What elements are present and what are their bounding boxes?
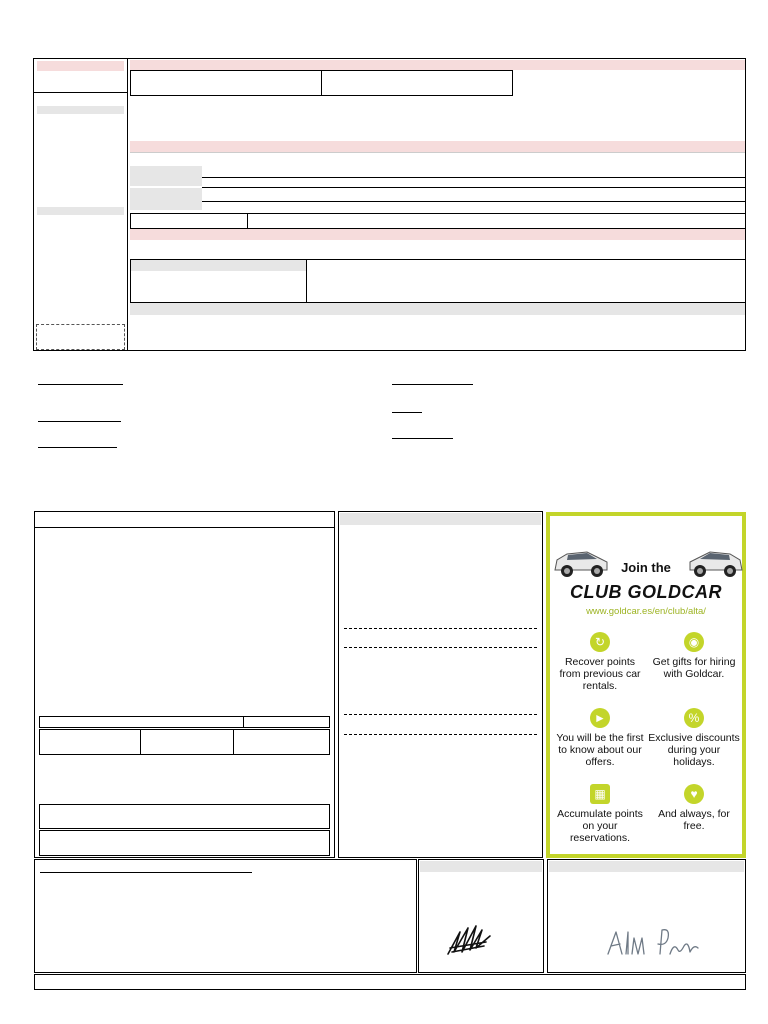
- declaration-underline: [40, 872, 252, 873]
- ad-url-link[interactable]: www.goldcar.es/en/club/alta/: [586, 606, 706, 617]
- left-label-2: [37, 207, 124, 215]
- benefit-text-4: Exclusive discounts during your holidays.: [648, 732, 740, 768]
- footer-strip: [34, 974, 746, 990]
- table-header-cell-1: [39, 716, 244, 728]
- field-line-3[interactable]: [202, 201, 745, 202]
- field-box-7[interactable]: [39, 804, 330, 829]
- gift-icon: ▦: [590, 784, 610, 804]
- stamp-area: [36, 324, 125, 350]
- benefit-text-5: Accumulate points on your reservations.: [557, 808, 643, 844]
- bottom-middle-box: [338, 511, 543, 858]
- field-box-4[interactable]: [247, 213, 746, 229]
- field-box-5[interactable]: [130, 259, 307, 303]
- dotted-line-2[interactable]: [344, 647, 537, 648]
- field-label-1: [130, 166, 202, 186]
- benefit-text-3: You will be the first to know about our offers.: [556, 732, 644, 768]
- underline-5: [392, 412, 422, 413]
- signature-box-2-header: [549, 861, 744, 872]
- benefit-text-6: And always, for free.: [658, 808, 730, 832]
- field-line-2[interactable]: [202, 187, 745, 188]
- bottom-left-header-rule: [35, 527, 334, 528]
- left-column-rule: [33, 92, 127, 93]
- benefit-text-1: Recover points from previous car rentals.: [559, 656, 641, 692]
- table-cell-2[interactable]: [140, 729, 234, 755]
- field-box-1[interactable]: [130, 70, 322, 96]
- section-header-1: [130, 60, 745, 70]
- dotted-line-4[interactable]: [344, 734, 537, 735]
- dotted-line-3[interactable]: [344, 714, 537, 715]
- signature-1-image: [446, 918, 492, 958]
- left-label-1: [37, 106, 124, 114]
- benefit-text-2: Get gifts for hiring with Goldcar.: [652, 656, 736, 680]
- field-box-3[interactable]: [130, 213, 248, 229]
- underline-1: [38, 384, 123, 385]
- section-footer-band: [130, 303, 745, 315]
- signature-box-1-header: [420, 861, 542, 872]
- declaration-box: [34, 859, 417, 973]
- underline-4: [392, 384, 473, 385]
- discount-badge-icon: %: [684, 708, 704, 728]
- section-header-3: [130, 229, 745, 240]
- field-box-6[interactable]: [306, 259, 746, 303]
- section-header-2: [130, 141, 745, 152]
- underline-2: [38, 421, 121, 422]
- bottom-middle-header: [340, 513, 541, 525]
- club-goldcar-ad[interactable]: [546, 512, 746, 858]
- underline-3: [38, 447, 117, 448]
- heart-hand-icon: ♥: [684, 784, 704, 804]
- dotted-line-1[interactable]: [344, 628, 537, 629]
- megaphone-icon: ►: [590, 708, 610, 728]
- ad-brand-title: CLUB GOLDCAR: [570, 582, 722, 602]
- left-column-header: [37, 61, 124, 71]
- signature-2-image: [604, 924, 700, 958]
- field-line-1[interactable]: [202, 177, 745, 178]
- section-2-rule: [130, 152, 745, 153]
- table-cell-3[interactable]: [233, 729, 330, 755]
- ad-join-text: Join the: [621, 560, 671, 575]
- piggy-bank-icon: ◉: [684, 632, 704, 652]
- field-box-2[interactable]: [321, 70, 513, 96]
- underline-6: [392, 438, 453, 439]
- table-cell-1[interactable]: [39, 729, 141, 755]
- table-header-cell-2: [243, 716, 330, 728]
- field-label-2: [130, 188, 202, 210]
- field-box-8[interactable]: [39, 830, 330, 856]
- refresh-coin-icon: ↻: [590, 632, 610, 652]
- left-column-divider: [127, 58, 128, 351]
